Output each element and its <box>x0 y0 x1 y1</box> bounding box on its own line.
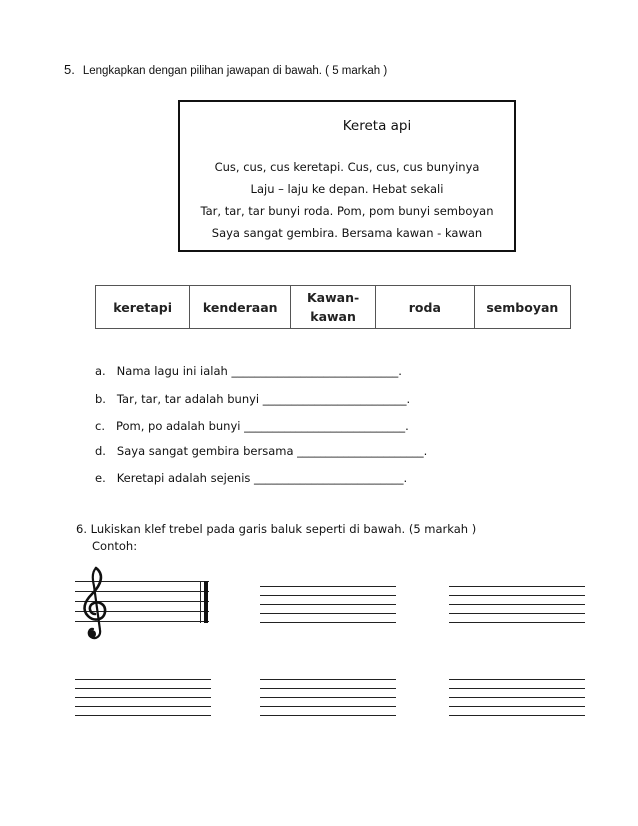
question-text: 6. Lukiskan klef trebel pada garis baluk seperti di bawah. (5 markah ) <box>76 522 477 536</box>
empty-staff[interactable] <box>260 586 396 624</box>
lyric-line: Laju – laju ke depan. Hebat sekali <box>250 182 444 196</box>
fill-in-item[interactable]: a. Nama lagu ini ialah _____________________________. <box>95 364 402 378</box>
example-label: Contoh: <box>92 539 138 553</box>
barline <box>200 581 201 623</box>
final-barline <box>204 581 208 623</box>
lyric-line: Tar, tar, tar bunyi roda. Pom, pom bunyi semboyan <box>200 204 494 218</box>
choice-cell: roda <box>375 286 474 329</box>
question-6-instruction <box>76 521 476 555</box>
choice-cell: Kawan- kawan <box>291 286 376 329</box>
answer-choices-table <box>95 285 571 329</box>
choice-cell: kenderaan <box>190 286 291 329</box>
treble-clef-icon <box>78 564 114 642</box>
lyric-line: Cus, cus, cus keretapi. Cus, cus, cus bunyinya <box>214 160 480 174</box>
empty-staff[interactable] <box>75 679 211 717</box>
question-text: Lengkapkan dengan pilihan jawapan di bawah. ( 5 markah ) <box>82 65 388 77</box>
choice-cell: semboyan <box>474 286 570 329</box>
question-5-instruction <box>64 62 387 77</box>
fill-in-item[interactable]: b. Tar, tar, tar adalah bunyi _________________________. <box>95 392 411 406</box>
fill-in-item[interactable]: d. Saya sangat gembira bersama ______________________. <box>95 444 428 458</box>
song-title: Kereta api <box>342 118 412 134</box>
fill-in-item[interactable]: e. Keretapi adalah sejenis __________________________. <box>95 471 408 485</box>
empty-staff[interactable] <box>449 586 585 624</box>
song-lyrics-box <box>178 100 516 252</box>
empty-staff[interactable] <box>449 679 585 717</box>
lyric-line: Saya sangat gembira. Bersama kawan - kawan <box>211 226 483 240</box>
choice-cell: keretapi <box>96 286 190 329</box>
empty-staff[interactable] <box>260 679 396 717</box>
question-number: 5. <box>64 62 75 77</box>
fill-in-item[interactable]: c. Pom, po adalah bunyi ____________________________. <box>95 419 409 433</box>
